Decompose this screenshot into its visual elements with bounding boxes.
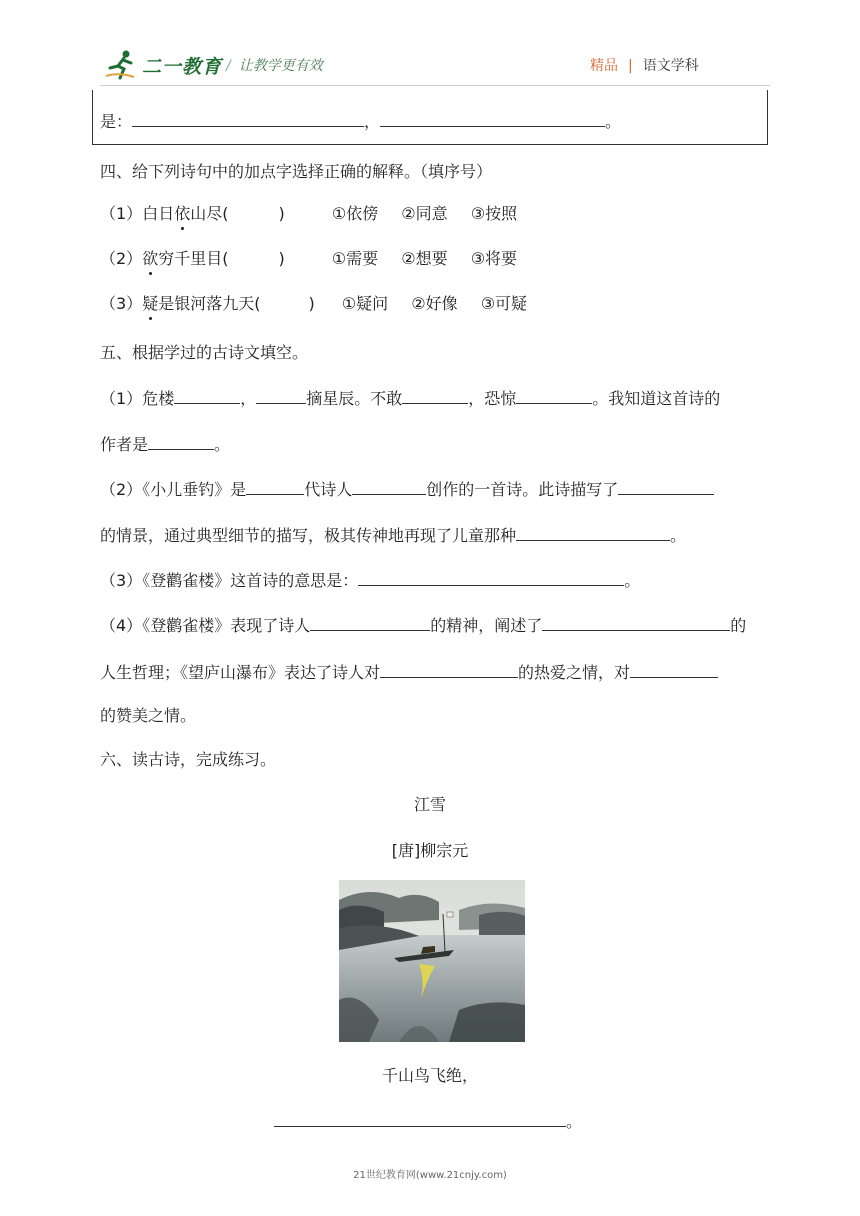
text: 代诗人	[304, 480, 353, 499]
text: 的精神，阐述了	[430, 616, 543, 635]
river-snow-illustration	[339, 880, 525, 1042]
blank[interactable]	[618, 476, 714, 495]
q5-item-2	[100, 476, 714, 502]
top-comma: ，	[364, 112, 381, 131]
header-right: 精品 | 语文学科	[590, 58, 699, 74]
item-pre: 白日	[142, 204, 175, 223]
q5-item-3	[100, 567, 640, 593]
header-divider	[100, 85, 770, 86]
text: 《小儿垂钓》是	[142, 480, 247, 499]
slogan-text: 让教学更有效	[238, 58, 323, 74]
text: 摘星辰。不敢	[306, 389, 403, 408]
q5-title: 五、根据学过的古诗文填空。	[100, 343, 309, 362]
q4-item-1	[100, 202, 517, 226]
text: 。	[624, 571, 641, 590]
q4-item-3	[100, 292, 527, 316]
blank[interactable]	[630, 659, 718, 678]
blank[interactable]	[132, 108, 364, 127]
item-num: （1）	[100, 389, 143, 408]
item-num: （2）	[100, 249, 143, 268]
text: 的热爱之情，对	[518, 663, 631, 682]
q5-item-4-cont	[100, 659, 718, 685]
item-post: 穷千里目(	[158, 249, 229, 268]
poem-line-2	[274, 1108, 582, 1134]
blank[interactable]	[380, 659, 518, 678]
text: 创作的一首诗。此诗描写了	[426, 480, 619, 499]
item-post: 是银河落九天(	[158, 294, 261, 313]
dotted-char: 依	[174, 202, 190, 226]
option: ①疑问	[341, 294, 389, 313]
item-close: )	[308, 294, 315, 313]
text: 。	[670, 526, 687, 545]
option: ①需要	[331, 249, 379, 268]
text: 。	[566, 1112, 583, 1131]
logo	[104, 48, 222, 82]
blank[interactable]	[516, 385, 592, 404]
poem-author: [唐]柳宗元	[391, 841, 469, 860]
top-answer-line	[100, 108, 621, 134]
item-post: 山尽(	[190, 204, 229, 223]
text: 的情景，通过典型细节的描写，极其传神地再现了儿童那种	[100, 526, 517, 545]
q4-title: 四、给下列诗句中的加点字选择正确的解释。（填序号）	[100, 162, 493, 181]
blank[interactable]	[516, 522, 670, 541]
text: 《登鹳雀楼》这首诗的意思是：	[142, 571, 359, 590]
blank[interactable]	[352, 476, 426, 495]
blank[interactable]	[402, 385, 468, 404]
page-header	[0, 0, 860, 85]
q5-item-1-cont	[100, 431, 230, 457]
subject-label: 语文学科	[642, 58, 699, 74]
option: ②好像	[411, 294, 458, 313]
q4-item-2	[100, 247, 517, 271]
text: 。	[214, 435, 231, 454]
item-num: （3）	[100, 294, 143, 313]
item-num: （3）	[100, 571, 143, 590]
text: 危楼	[142, 389, 175, 408]
text: 作者是	[100, 435, 149, 454]
footer: 21世纪教育网(www.21cnjy.com)	[353, 1170, 507, 1181]
text: ，恐惊	[468, 389, 517, 408]
item-close: )	[278, 249, 285, 268]
item-num: （1）	[100, 204, 143, 223]
blank[interactable]	[358, 567, 624, 586]
text: 《登鹳雀楼》表现了诗人	[142, 616, 311, 635]
q5-item-4-cont2: 的赞美之情。	[100, 706, 197, 725]
logo-text: 二一教育	[142, 55, 223, 78]
blank[interactable]	[174, 385, 240, 404]
blank[interactable]	[256, 385, 306, 404]
item-close: )	[278, 204, 285, 223]
blank[interactable]	[274, 1108, 566, 1127]
blank[interactable]	[246, 476, 304, 495]
dotted-char: 欲	[142, 247, 158, 271]
text: 的	[730, 616, 747, 635]
dotted-char: 疑	[142, 292, 158, 316]
option: ①依傍	[331, 204, 379, 223]
top-end: 。	[605, 112, 622, 131]
runner-logo-icon	[104, 48, 138, 82]
top-prefix: 是：	[100, 112, 133, 131]
option: ③可疑	[480, 294, 528, 313]
item-num: （2）	[100, 480, 143, 499]
text: 。我知道这首诗的	[592, 389, 721, 408]
blank[interactable]	[310, 612, 430, 631]
option: ②同意	[401, 204, 448, 223]
slogan: / 让教学更有效	[226, 58, 323, 74]
q5-item-2-cont	[100, 522, 686, 548]
poem-title: 江雪	[413, 795, 446, 814]
option: ②想要	[401, 249, 448, 268]
option: ③将要	[470, 249, 518, 268]
text: 人生哲理；《望庐山瀑布》表达了诗人对	[100, 663, 381, 682]
quality-badge: 精品	[590, 58, 618, 74]
q6-title: 六、读古诗，完成练习。	[100, 750, 277, 769]
item-num: （4）	[100, 616, 143, 635]
blank[interactable]	[148, 431, 214, 450]
q5-item-1	[100, 385, 720, 411]
blank[interactable]	[542, 612, 730, 631]
poem-line-1: 千山鸟飞绝，	[381, 1066, 478, 1085]
blank[interactable]	[380, 108, 605, 127]
q5-item-4	[100, 612, 746, 638]
option: ③按照	[470, 204, 518, 223]
text: ，	[240, 389, 257, 408]
